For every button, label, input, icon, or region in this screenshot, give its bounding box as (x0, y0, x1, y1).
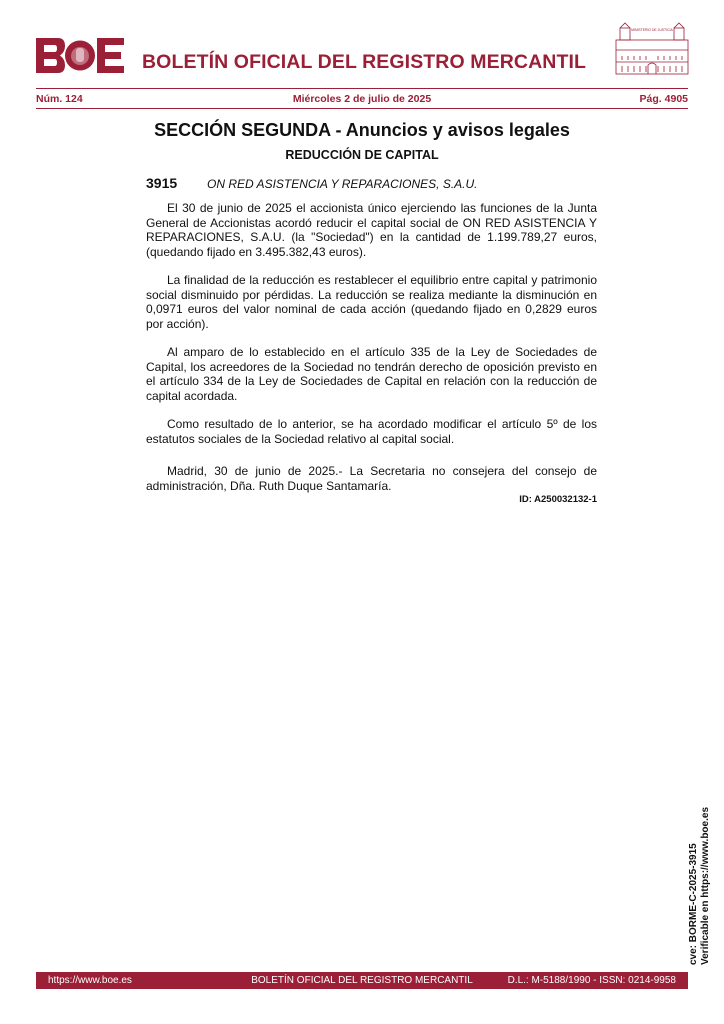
verify-link[interactable]: Verificable en https://www.boe.es (700, 806, 711, 965)
section-subtitle: REDUCCIÓN DE CAPITAL (285, 148, 439, 162)
paragraph-1: El 30 de junio de 2025 el accionista único ejerciendo las funciones de la Junta General de Accionistas acordó reducir el capital social de ON RED ASISTENCIA Y REPARACIONES, S.A.U. (la "Sociedad") en la cantidad de 1.199.789,27 euros, (quedando fijado en 3.495.382,43 euros). (146, 201, 597, 259)
bulletin-title: BOLETÍN OFICIAL DEL REGISTRO MERCANTIL (142, 51, 586, 73)
paragraph-4: Como resultado de lo anterior, se ha acordado modificar el artículo 5º de los estatutos sociales de la Sociedad relativo al capital social. (146, 417, 597, 446)
paragraph-2: La finalidad de la reducción es restablecer el equilibrio entre capital y patrimonio social disminuido por pérdidas. La reducción se realiza mediante la disminución en 0,0971 euros del valor nominal de cada acción (quedando fijado en 0,2829 euros por acción). (146, 273, 597, 331)
announcement-number: 3915 (146, 175, 178, 191)
section-title: SECCIÓN SEGUNDA - Anuncios y avisos legales (154, 120, 570, 140)
announcement-body (146, 201, 597, 493)
footer-legal: D.L.: M-5188/1990 - ISSN: 0214-9958 (507, 975, 676, 986)
issue-number: Núm. 124 (36, 93, 83, 105)
header-rule-top (36, 88, 688, 89)
announcement-company: ON RED ASISTENCIA Y REPARACIONES, S.A.U. (207, 177, 478, 191)
issue-date: Miércoles 2 de julio de 2025 (292, 93, 432, 105)
header-rule-bottom (36, 108, 688, 109)
footer-url[interactable]: https://www.boe.es (48, 975, 132, 986)
ministry-emblem (614, 22, 690, 76)
ministry-label: MINISTERIO DE JUSTICIA (631, 28, 673, 32)
footer-bar (36, 972, 688, 989)
footer-name: BOLETÍN OFICIAL DEL REGISTRO MERCANTIL (251, 975, 473, 986)
paragraph-3: Al amparo de lo establecido en el artículo 335 de la Ley de Sociedades de Capital, los acreedores de la Sociedad no tendrán derecho de oposición previsto en el artículo 334 de la Ley de Sociedades de Capital en relación con la reducción de capital acordada. (146, 345, 597, 403)
cve-verification (688, 807, 712, 965)
cve-code: cve: BORME-C-2025-3915 (688, 843, 699, 965)
announcement-id: ID: A250032132-1 (519, 494, 597, 505)
boe-logo (36, 38, 124, 73)
page-number: Pág. 4905 (639, 93, 688, 105)
paragraph-signature: Madrid, 30 de junio de 2025.- La Secretaria no consejera del consejo de administración, Dña. Ruth Duque Santamaría. (146, 464, 597, 493)
